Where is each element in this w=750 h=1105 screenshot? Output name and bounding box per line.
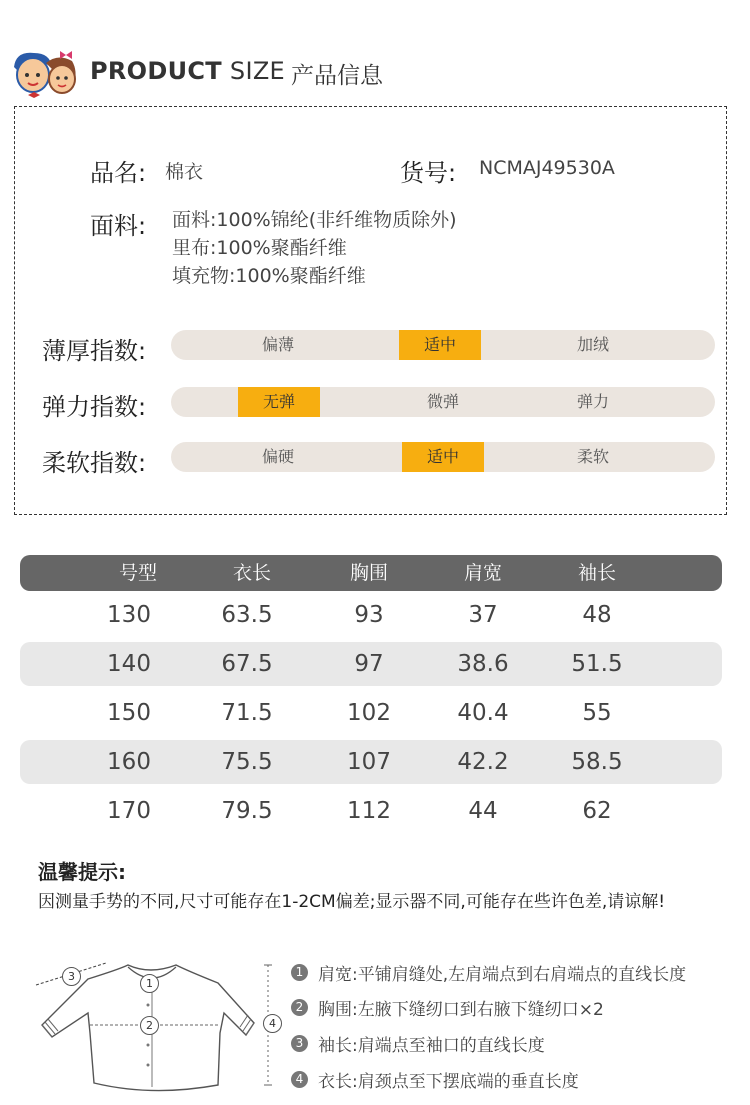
column-header: 肩宽 [463, 562, 502, 584]
marker-2-badge: 2 [140, 1016, 159, 1035]
table-cell: 44 [468, 798, 498, 824]
brand-logo [8, 45, 80, 105]
softness-scale [171, 442, 715, 472]
measure-text: 袖长:肩端点至袖口的直线长度 [318, 1036, 545, 1056]
table-cell: 160 [107, 749, 151, 775]
table-cell: 71.5 [221, 700, 273, 726]
scale-option: 偏硬 [261, 447, 294, 466]
lining-line: 里布:100%聚酯纤维 [172, 237, 347, 259]
scale-option: 弹力 [576, 392, 609, 411]
filling-line: 填充物:100%聚酯纤维 [172, 265, 366, 287]
elasticity-label: 弹力指数: [42, 393, 147, 421]
marker-1-badge: 1 [140, 974, 159, 993]
table-cell: 150 [107, 700, 151, 726]
column-header: 胸围 [349, 562, 388, 584]
table-cell: 58.5 [571, 749, 623, 775]
fabric-line: 面料:100%锦纶(非纤维物质除外) [172, 209, 457, 231]
measure-text: 胸围:左腋下缝纫口到右腋下缝纫口×2 [318, 1000, 604, 1020]
column-header: 衣长 [232, 562, 271, 584]
measure-item-shoulder [291, 960, 686, 985]
scale-option: 偏薄 [261, 335, 294, 354]
table-cell: 140 [107, 651, 151, 677]
table-cell: 37 [468, 602, 498, 628]
scale-option: 微弹 [426, 392, 459, 411]
measure-item-length [291, 1067, 579, 1092]
measure-item-chest [291, 995, 604, 1020]
marker-3-badge: 3 [62, 967, 81, 986]
measure-text: 肩宽:平铺肩缝处,左肩端点到右肩端点的直线长度 [318, 965, 687, 985]
table-cell: 130 [107, 602, 151, 628]
table-cell: 79.5 [221, 798, 273, 824]
table-cell: 75.5 [221, 749, 273, 775]
scale-option: 柔软 [576, 447, 609, 466]
scale-option-selected: 无弹 [238, 387, 320, 417]
thickness-scale [171, 330, 715, 360]
name-label: 品名: [90, 159, 147, 187]
name-value: 棉衣 [165, 161, 204, 183]
elasticity-scale [171, 387, 715, 417]
number-badge: 2 [291, 999, 308, 1016]
tips-title: 温馨提示: [38, 860, 126, 884]
code-label: 货号: [400, 159, 457, 187]
column-header: 袖长 [577, 562, 616, 584]
header-title-cn: 产品信息 [291, 63, 383, 89]
fabric-label: 面料: [90, 212, 147, 240]
tips-text: 因测量手势的不同,尺寸可能存在1-2CM偏差;显示器不同,可能存在些许色差,请谅解! [38, 892, 666, 912]
number-badge: 3 [291, 1035, 308, 1052]
table-cell: 67.5 [221, 651, 273, 677]
table-cell: 42.2 [457, 749, 509, 775]
table-cell: 170 [107, 798, 151, 824]
scale-option-selected: 适中 [399, 330, 481, 360]
scale-option-selected: 适中 [402, 442, 484, 472]
table-cell: 97 [354, 651, 384, 677]
marker-4-badge: 4 [263, 1014, 282, 1033]
number-badge: 4 [291, 1071, 308, 1088]
code-value: NCMAJ49530A [479, 157, 615, 179]
table-cell: 40.4 [457, 700, 509, 726]
table-cell: 93 [354, 602, 384, 628]
header-title-en: PRODUCT SIZE [90, 57, 286, 85]
table-cell: 102 [347, 700, 391, 726]
table-cell: 51.5 [571, 651, 623, 677]
column-header: 号型 [118, 562, 157, 584]
softness-label: 柔软指数: [42, 449, 147, 477]
table-cell: 55 [582, 700, 612, 726]
table-cell: 107 [347, 749, 391, 775]
measure-item-sleeve [291, 1031, 545, 1056]
measure-text: 衣长:肩颈点至下摆底端的垂直长度 [318, 1072, 579, 1092]
number-badge: 1 [291, 964, 308, 981]
scale-option: 加绒 [576, 335, 609, 354]
thickness-label: 薄厚指数: [42, 337, 147, 365]
size-table-header [20, 555, 722, 591]
table-cell: 38.6 [457, 651, 509, 677]
table-cell: 48 [582, 602, 612, 628]
table-cell: 62 [582, 798, 612, 824]
table-cell: 112 [347, 798, 391, 824]
table-cell: 63.5 [221, 602, 273, 628]
